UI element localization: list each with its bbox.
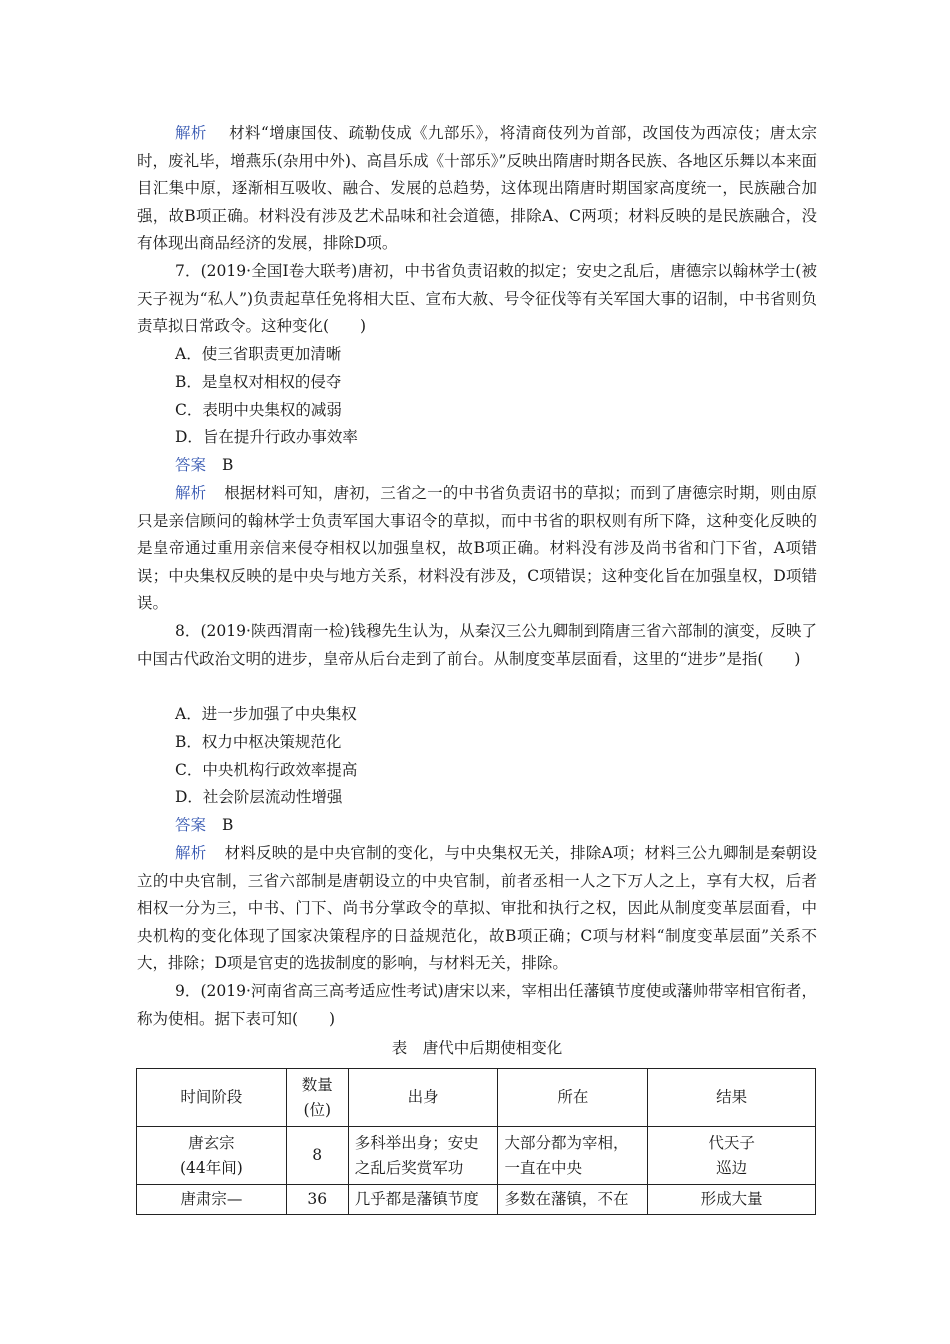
analysis-text: 材料“增康国伎、疏勒伎成《九部乐》，将清商伎列为首部，改国伎为西凉伎；唐太宗时，废礼毕，增燕乐(杂用中外)、高昌乐成《十部乐》”反映出隋唐时期各民族、各地区乐舞以本来面目汇集中原，逐渐相互吸收、融合、发展的总趋势，这体现出隋唐时期国家高度统一，民族融合加强，故B项正确。材料没有涉及艺术品味和社会道德，排除A、C两项；材料反映的是民族融合，没有体现出商品经济的发展，排除D项。: [137, 124, 817, 253]
table-cell: 唐玄宗 (44年间): [137, 1127, 287, 1185]
q8-answer: [175, 812, 233, 840]
q7-analysis: [137, 480, 817, 618]
officials-table: [136, 1068, 816, 1215]
table-cell: 大部分都为宰相，一直在中央: [498, 1127, 648, 1185]
table-cell: 8: [286, 1127, 348, 1185]
table-caption: 表 唐代中后期使相变化: [391, 1039, 563, 1057]
table-header-row: [137, 1069, 816, 1127]
question-9-stem: 9．(2019·河南省高三高考适应性考试)唐宋以来，宰相出任藩镇节度使或藩帅带宰相官衔者，称为使相。据下表可知( ): [137, 982, 817, 1028]
answer-value: B: [222, 456, 234, 474]
table-cell: 代天子 巡边: [648, 1127, 816, 1185]
analysis-text: 根据材料可知，唐初，三省之一的中书省负责诏书的草拟；而到了唐德宗时期，则由原只是亲信顾问的翰林学士负责军国大事诏令的草拟，而中书省的职权则有所下降，这种变化反映的是皇帝通过重用亲信来侵夺相权以加强皇权，故B项正确。材料没有涉及尚书省和门下省，A项错误；中央集权反映的是中央与地方关系，材料没有涉及，C项错误；这种变化旨在加强皇权，D项错误。: [137, 484, 817, 613]
q7-option-c: C．表明中央集权的减弱: [175, 401, 342, 419]
table-cell: 多科举出身；安史之乱后奖赏军功: [348, 1127, 498, 1185]
table-cell: 形成大量: [648, 1185, 816, 1215]
q7-option-b: B．是皇权对相权的侵夺: [175, 373, 342, 391]
analysis-label: 解析: [175, 124, 207, 142]
q7-answer: [175, 452, 233, 480]
q8-option-b: B．权力中枢决策规范化: [175, 733, 342, 751]
q8-option-d: D．社会阶层流动性增强: [175, 788, 343, 806]
q7-option-d: D．旨在提升行政办事效率: [175, 428, 358, 446]
header-cell: 结果: [648, 1069, 816, 1127]
header-cell: 时间阶段: [137, 1069, 287, 1127]
q8-option-a: A．进一步加强了中央集权: [175, 705, 357, 723]
table-cell: 唐肃宗—: [137, 1185, 287, 1215]
analysis-label: 解析: [175, 844, 207, 862]
table-cell: 多数在藩镇，不在: [498, 1185, 648, 1215]
header-cell: 出身: [348, 1069, 498, 1127]
q8-option-c: C．中央机构行政效率提高: [175, 761, 358, 779]
table-cell: 36: [286, 1185, 348, 1215]
answer-label: 答案: [175, 456, 207, 474]
question-7-stem: 7．(2019·全国Ⅰ卷大联考)唐初，中书省负责诏敕的拟定；安史之乱后，唐德宗以翰林学士(被天子视为“私人”)负责起草任免将相大臣、宣布大赦、号令征伐等有关军国大事的诏制，中书省则负责草拟日常政令。这种变化( ): [137, 262, 817, 336]
table-cell: 几乎都是藩镇节度: [348, 1185, 498, 1215]
header-cell: 数量 (位): [286, 1069, 348, 1127]
table-row: [137, 1127, 816, 1185]
question-8-stem: 8．(2019·陕西渭南一检)钱穆先生认为，从秦汉三公九卿制到隋唐三省六部制的演变，反映了中国古代政治文明的进步，皇帝从后台走到了前台。从制度变革层面看，这里的“进步”是指( ): [137, 622, 817, 668]
table-row: [137, 1185, 816, 1215]
header-cell: 所在: [498, 1069, 648, 1127]
q8-analysis: [137, 840, 817, 978]
q7-option-a: A．使三省职责更加清晰: [175, 345, 342, 363]
analysis-paragraph-prev: [137, 120, 817, 258]
answer-label: 答案: [175, 816, 207, 834]
analysis-text: 材料反映的是中央官制的变化，与中央集权无关，排除A项；材料三公九卿制是秦朝设立的中央官制，三省六部制是唐朝设立的中央官制，前者丞相一人之下万人之上，享有大权，后者相权一分为三，中书、门下、尚书分掌政令的草拟、审批和执行之权，因此从制度变革层面看，中央机构的变化体现了国家决策程序的日益规范化，故B项正确；C项与材料“制度变革层面”关系不大，排除；D项是官吏的选拔制度的影响，与材料无关，排除。: [137, 844, 817, 973]
answer-value: B: [222, 816, 234, 834]
analysis-label: 解析: [175, 484, 207, 502]
